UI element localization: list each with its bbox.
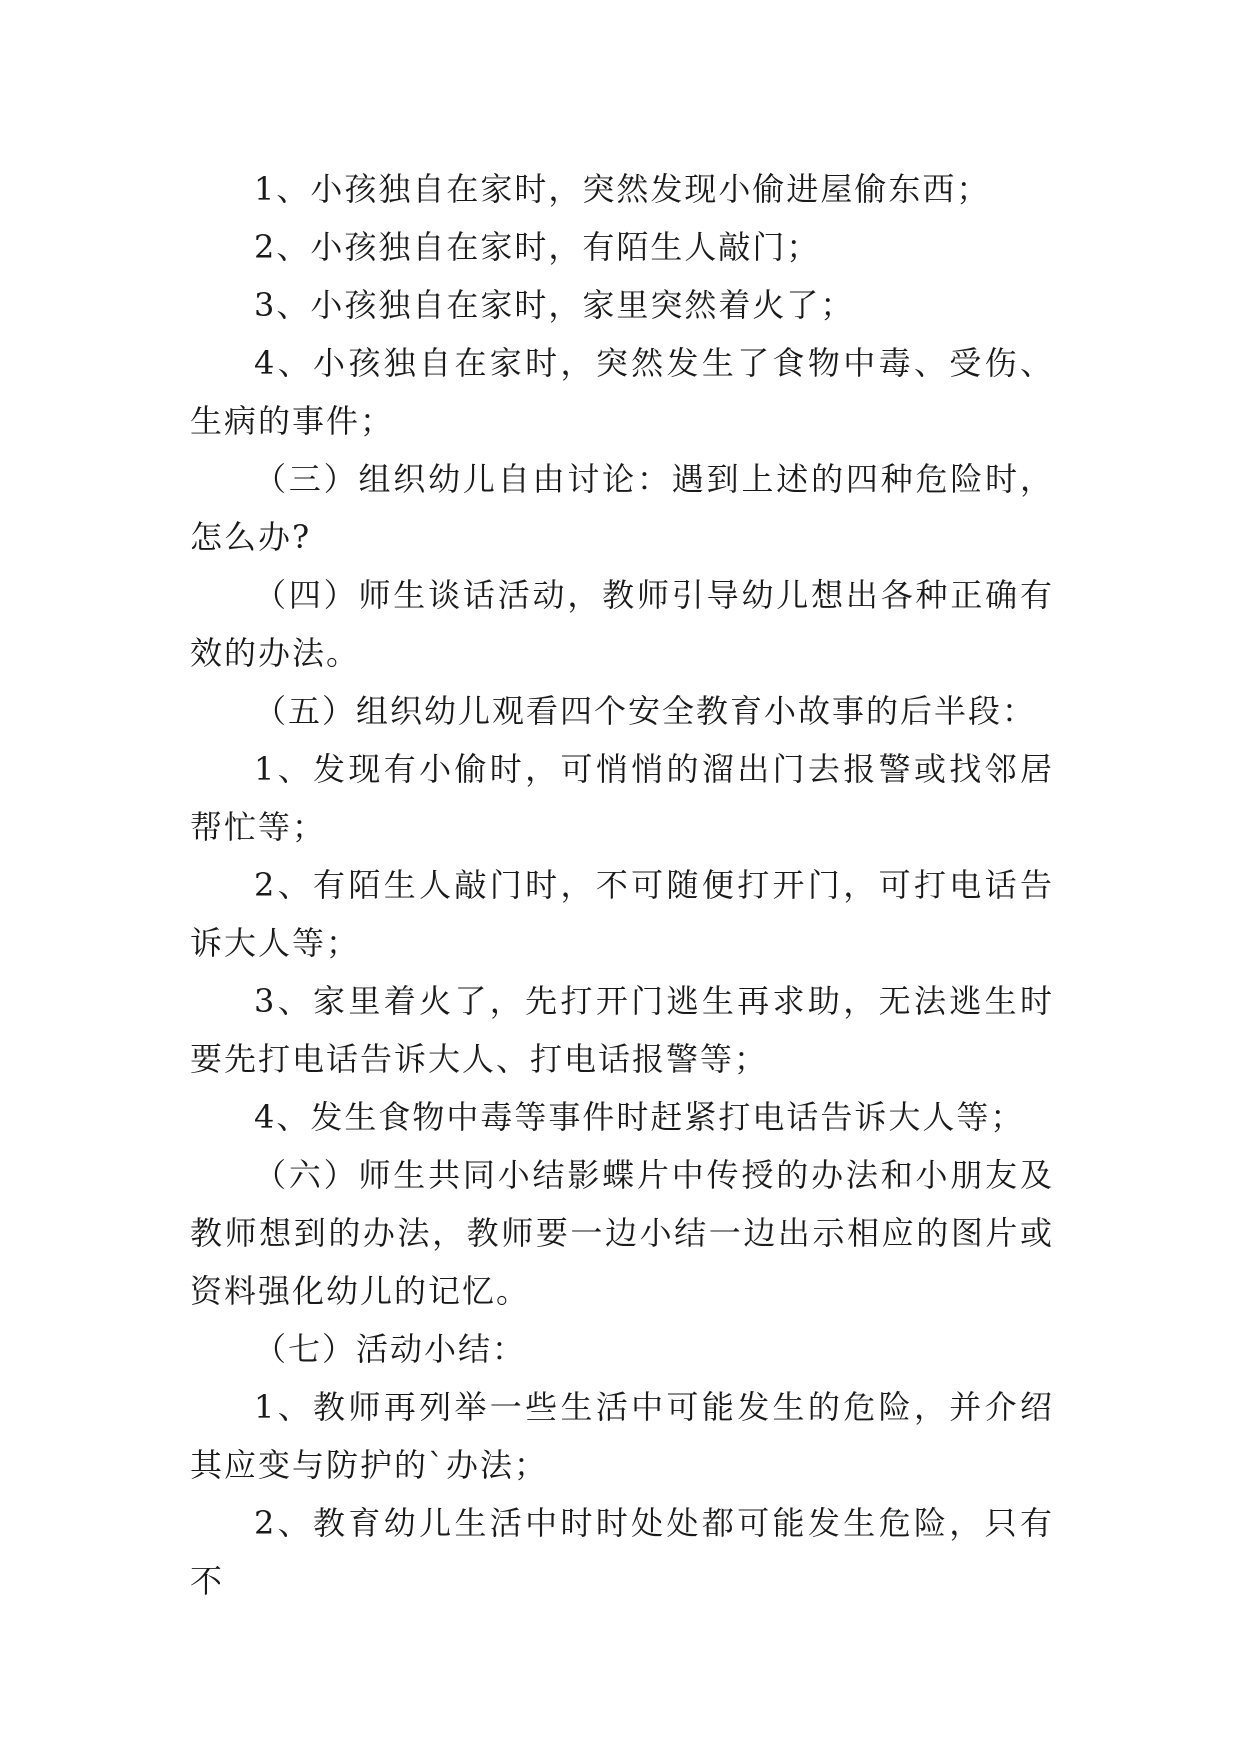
paragraph: 4、发生食物中毒等事件时赶紧打电话告诉大人等； bbox=[254, 1098, 1025, 1136]
paragraph: （七）活动小结： bbox=[254, 1330, 527, 1368]
paragraph: 3、小孩独自在家时，家里突然着火了； bbox=[254, 286, 855, 324]
paragraph: 3、家里着火了，先打开门逃生再求助，无法逃生时要先打电话告诉大人、打电话报警等； bbox=[190, 982, 1054, 1078]
paragraph: 1、教师再列举一些生活中可能发生的危险，并介绍其应变与防护的`办法； bbox=[190, 1388, 1054, 1484]
paragraph: 2、小孩独自在家时，有陌生人敲门； bbox=[254, 228, 821, 266]
paragraph: （四）师生谈话活动，教师引导幼儿想出各种正确有效的办法。 bbox=[190, 576, 1054, 672]
document-body bbox=[190, 160, 1054, 1610]
paragraph: 4、小孩独自在家时，突然发生了食物中毒、受伤、生病的事件； bbox=[190, 344, 1054, 440]
paragraph: 1、发现有小偷时，可悄悄的溜出门去报警或找邻居帮忙等； bbox=[190, 750, 1054, 846]
paragraph: 2、有陌生人敲门时，不可随便打开门，可打电话告诉大人等； bbox=[190, 866, 1054, 962]
paragraph: （六）师生共同小结影蝶片中传授的办法和小朋友及教师想到的办法，教师要一边小结一边出示相应的图片或资料强化幼儿的记忆。 bbox=[190, 1156, 1054, 1310]
paragraph: （三）组织幼儿自由讨论：遇到上述的四种危险时，怎么办? bbox=[190, 460, 1054, 556]
paragraph: （五）组织幼儿观看四个安全教育小故事的后半段： bbox=[254, 692, 1037, 730]
paragraph: 1、小孩独自在家时，突然发现小偷进屋偷东西； bbox=[254, 170, 991, 208]
paragraph: 2、教育幼儿生活中时时处处都可能发生危险，只有不 bbox=[190, 1504, 1054, 1600]
